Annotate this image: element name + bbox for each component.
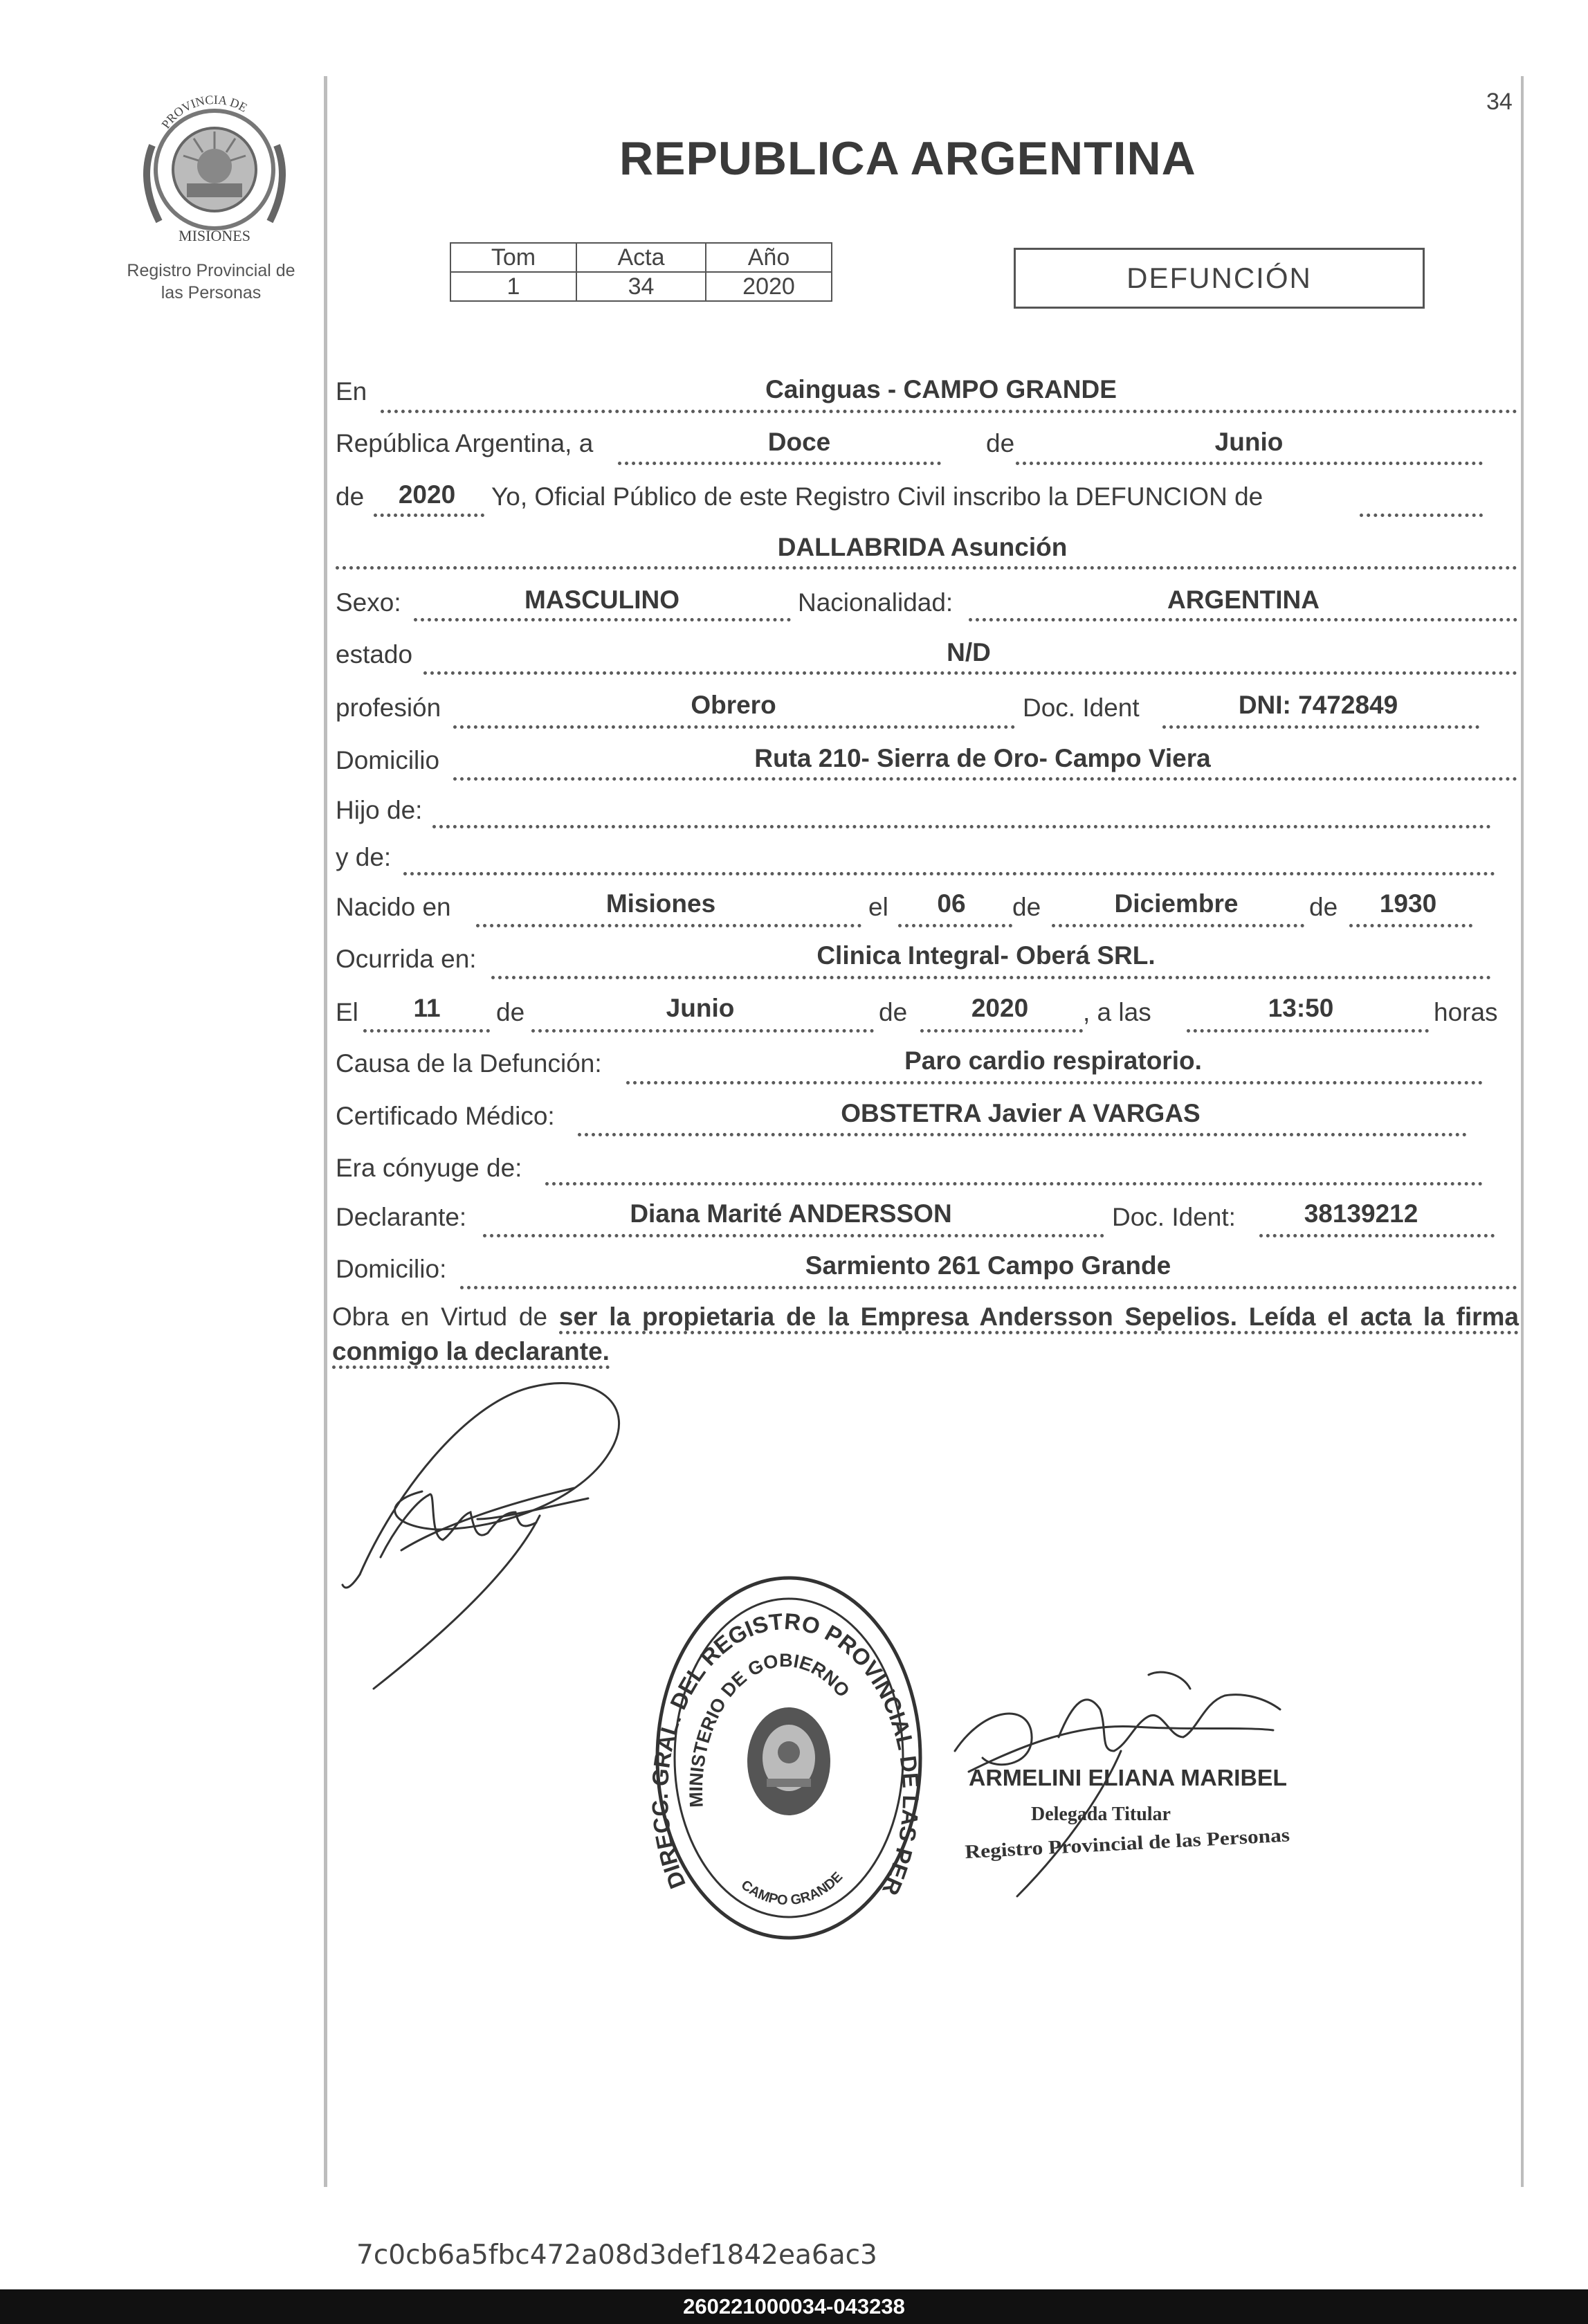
registry-value-anio: 2020	[706, 272, 832, 301]
right-margin-line	[1521, 76, 1524, 2187]
de-label: de	[986, 429, 1015, 457]
domicilio2-value: Sarmiento 261 Campo Grande	[805, 1251, 1171, 1280]
registry-value-tomo: 1	[450, 272, 576, 301]
registry-header-acta: Acta	[576, 243, 706, 272]
yde-label: y de:	[336, 843, 392, 871]
registry-header-row	[450, 243, 832, 272]
def-anio-dotted-line	[920, 1029, 1083, 1033]
yo-dotted-line	[1360, 514, 1483, 517]
obra-label: Obra en Virtud de	[332, 1302, 548, 1331]
declarant-signature	[332, 1377, 650, 1703]
crest-text-bottom: MISIONES	[179, 227, 250, 244]
dia-value: Doce	[767, 428, 831, 456]
obra-paragraph	[332, 1300, 1519, 1369]
declarante-label: Declarante:	[336, 1203, 467, 1231]
officer-name: ARMELINI ELIANA MARIBEL	[969, 1765, 1287, 1790]
barcode-id-bar: 260221000034-043238	[0, 2289, 1588, 2324]
document-hash: 7c0cb6a5fbc472a08d3def1842ea6ac3	[356, 2240, 877, 2271]
doc2-label: Doc. Ident:	[1112, 1203, 1236, 1231]
registry-table	[450, 242, 832, 302]
doc-value: DNI: 7472849	[1238, 691, 1398, 719]
anio-value: 2020	[398, 480, 456, 509]
causa-value: Paro cardio respiratorio.	[904, 1046, 1202, 1075]
nac-dia-value: 06	[937, 889, 966, 918]
nacido-label: Nacido en	[336, 893, 451, 921]
certificado-label: Certificado Médico:	[336, 1102, 555, 1130]
agency-line-1: Registro Provincial de	[127, 261, 295, 280]
nombre-dotted-line	[336, 566, 1517, 570]
province-crest-logo	[131, 83, 298, 249]
nacido-value: Misiones	[605, 889, 716, 918]
en-value: Cainguas - CAMPO GRANDE	[765, 375, 1117, 403]
de2-label: de	[336, 482, 365, 511]
nac-mes-dotted-line	[1052, 924, 1304, 927]
domicilio2-dotted-line	[460, 1286, 1517, 1289]
yde-dotted-line	[403, 872, 1495, 875]
nacionalidad-label: Nacionalidad:	[798, 588, 953, 617]
crest-text-top: PROVINCIA DE	[158, 92, 250, 131]
declarante-dotted-line	[483, 1234, 1104, 1237]
de3-label: de	[1012, 893, 1041, 921]
mes-dotted-line	[1016, 462, 1483, 465]
nac-anio-value: 1930	[1379, 889, 1437, 918]
el-label: el	[868, 893, 888, 921]
de5-label: de	[496, 998, 525, 1026]
conyuge-dotted-line	[545, 1182, 1483, 1186]
def-anio-value: 2020	[971, 994, 1029, 1022]
registry-header-tomo: Tom	[450, 243, 576, 272]
def-mes-dotted-line	[531, 1029, 874, 1033]
el2-label: El	[336, 998, 358, 1026]
def-dia-dotted-line	[363, 1029, 490, 1033]
hora-value: 13:50	[1268, 994, 1334, 1022]
sexo-dotted-line	[414, 618, 791, 621]
certificado-value: OBSTETRA Javier A VARGAS	[841, 1099, 1201, 1127]
domicilio-value: Ruta 210- Sierra de Oro- Campo Viera	[754, 744, 1211, 772]
sexo-value: MASCULINO	[524, 585, 680, 614]
nac-dia-dotted-line	[898, 924, 1012, 927]
seal-bottom-text: CAMPO GRANDE	[738, 1869, 846, 1909]
def-dia-value: 11	[413, 994, 441, 1022]
estado-dotted-line	[423, 671, 1517, 675]
hora-dotted-line	[1187, 1029, 1429, 1033]
domicilio-label: Domicilio	[336, 746, 440, 774]
def-mes-value: Junio	[666, 994, 735, 1022]
de6-label: de	[879, 998, 908, 1026]
left-margin-line	[324, 76, 327, 2187]
sexo-label: Sexo:	[336, 588, 401, 617]
profesion-dotted-line	[453, 725, 1015, 729]
certificado-dotted-line	[578, 1133, 1467, 1136]
horas-label: horas	[1434, 998, 1498, 1026]
profesion-label: profesión	[336, 693, 441, 722]
registry-value-acta: 34	[576, 272, 706, 301]
hijo-dotted-line	[432, 825, 1491, 828]
obra-value: ser la propietaria de la Empresa Andersson Sepelios. Leída el acta la firma conmigo la declarante.	[332, 1302, 1519, 1369]
ocurrida-label: Ocurrida en:	[336, 945, 477, 973]
doc2-dotted-line	[1259, 1234, 1495, 1237]
registry-value-row	[450, 272, 832, 301]
officer-org: Registro Provincial de las Personas	[964, 1826, 1255, 1863]
official-seal	[650, 1571, 927, 1952]
en-label: En	[336, 377, 367, 406]
doc2-value: 38139212	[1304, 1199, 1418, 1228]
estado-label: estado	[336, 640, 413, 669]
registry-header-anio: Año	[706, 243, 832, 272]
nac-mes-value: Diciembre	[1114, 889, 1239, 918]
agency-name	[90, 260, 332, 304]
estado-value: N/D	[947, 638, 991, 666]
doc-dotted-line	[1162, 725, 1479, 729]
nacionalidad-dotted-line	[969, 618, 1517, 621]
de4-label: de	[1309, 893, 1338, 921]
seal-outer-text: DIREC RAL. DEL REGISTRO PROVINCIAL DE LAS PER	[650, 1608, 924, 1900]
domicilio2-label: Domicilio:	[336, 1255, 447, 1283]
page-number: 34	[1486, 89, 1513, 115]
en-dotted-line	[381, 410, 1517, 413]
alas-label: , a las	[1083, 998, 1151, 1026]
causa-dotted-line	[626, 1081, 1483, 1084]
officer-role: Delegada Titular	[1031, 1804, 1171, 1825]
declarante-value: Diana Marité ANDERSSON	[630, 1199, 952, 1228]
dia-dotted-line	[618, 462, 941, 465]
officer-signature-stamp	[941, 1661, 1301, 1903]
profesion-value: Obrero	[691, 691, 776, 719]
page-title: REPUBLICA ARGENTINA	[619, 132, 1196, 185]
hijo-label: Hijo de:	[336, 796, 423, 824]
nombre-value: DALLABRIDA Asunción	[777, 533, 1068, 561]
nacido-dotted-line	[476, 924, 861, 927]
agency-line-2: las Personas	[161, 283, 262, 302]
ocurrida-dotted-line	[491, 976, 1491, 979]
yo-text: Yo, Oficial Público de este Registro Civil inscribo la DEFUNCION de	[491, 482, 1263, 511]
record-type-box: DEFUNCIÓN	[1014, 248, 1425, 309]
republica-label: República Argentina, a	[336, 429, 594, 457]
nac-anio-dotted-line	[1349, 924, 1472, 927]
mes-value: Junio	[1214, 428, 1284, 456]
doc-label: Doc. Ident	[1023, 693, 1140, 722]
conyuge-label: Era cónyuge de:	[336, 1154, 522, 1182]
causa-label: Causa de la Defunción:	[336, 1049, 602, 1078]
seal-inner-text: MINISTERIO DE GOBIERNO	[685, 1649, 854, 1808]
nacionalidad-value: ARGENTINA	[1167, 585, 1320, 614]
domicilio-dotted-line	[453, 777, 1517, 781]
ocurrida-value: Clinica Integral- Oberá SRL.	[816, 941, 1156, 970]
anio-dotted-line	[374, 514, 484, 517]
